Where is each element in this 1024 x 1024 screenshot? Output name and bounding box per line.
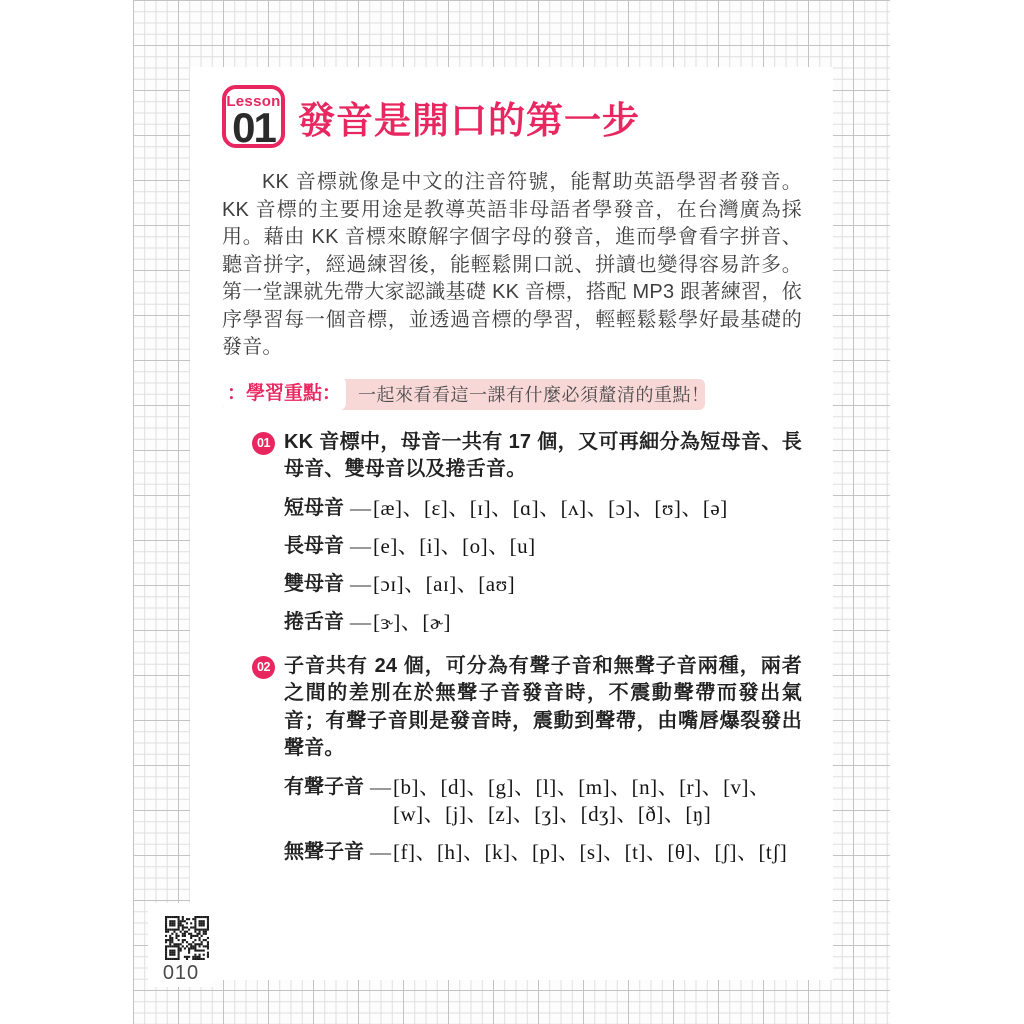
dash: — (350, 571, 371, 596)
lesson-badge-number: 01 (232, 104, 275, 148)
phonetic-row-label: 雙母音 (284, 572, 344, 595)
dash: — (350, 609, 371, 634)
phonetic-row-label: 長母音 (284, 534, 344, 557)
highlight-banner (222, 379, 710, 410)
phonetic-row-label: 有聲子音 (284, 775, 364, 798)
lesson-badge (222, 85, 285, 148)
phonetic-symbols: [f]、[h]、[k]、[p]、[s]、[t]、[θ]、[ʃ]、[tʃ] (393, 839, 788, 864)
dash: — (350, 533, 371, 558)
phonetic-row-label: 捲舌音 (284, 610, 344, 633)
point-row (252, 429, 804, 484)
point-block-vowels (222, 429, 804, 636)
phonetic-row-voiceless (284, 839, 808, 866)
phonetic-row-voiced (284, 774, 808, 828)
page (190, 67, 833, 980)
dash: — (370, 839, 391, 864)
phonetic-symbols: [æ]、[ɛ]、[ɪ]、[ɑ]、[ʌ]、[ɔ]、[ʊ]、[ə] (373, 495, 728, 520)
phonetic-row-short-vowels (284, 495, 808, 522)
phonetic-row-diphthongs (284, 571, 808, 598)
intro-paragraph: KK 音標就像是中文的注音符號，能幫助英語學習者發音。KK 音標的主要用途是教導英語非母語者學發音，在台灣廣為採用。藉由 KK 音標來瞭解字個字母的發音，進而學會看字拼音、聽音拼字，經過練習後，能輕鬆開口説、拼讀也變得容易許多。第一堂課就先帶大家認識基礎 KK 音標，搭配 MP3 跟著練習，依序學習每一個音標，並透過音標的學習，輕輕鬆鬆學好最基礎的發音。 (222, 171, 802, 358)
point-number-badge: 01 (252, 432, 275, 455)
highlight-banner-caption: 一起來看看這一課有什麼必須釐清的重點！ (358, 385, 710, 405)
point-row (252, 653, 804, 763)
highlight-banner-label: ：學習重點： (222, 376, 346, 411)
point-number-badge: 02 (252, 656, 275, 679)
phonetic-row-label: 無聲子音 (284, 840, 364, 863)
point-text: 子音共有 24 個，可分為有聲子音和無聲子音兩種，兩者之間的差別在於無聲子音發音時，不震動聲帶而發出氣音；有聲子音則是發音時，震動到聲帶，由嘴唇爆裂發出聲音。 (284, 654, 802, 759)
qr-code (165, 916, 209, 960)
page-number: 010 (162, 962, 200, 984)
lesson-header (222, 85, 804, 148)
phonetic-symbols: [e]、[i]、[o]、[u] (373, 533, 536, 558)
footer-area (148, 903, 214, 987)
phonetic-row-retroflex (284, 609, 808, 636)
point-text: KK 音標中，母音一共有 17 個，又可再細分為短母音、長母音、雙母音以及捲舌音。 (284, 430, 802, 480)
phonetic-symbols: [b]、[d]、[g]、[l]、[m]、[n]、[r]、[v]、[w]、[j]、[z]、[ʒ]、[dʒ]、[ð]、[ŋ] (393, 774, 771, 826)
lesson-badge-label: Lesson (226, 93, 281, 110)
phonetic-row-label: 短母音 (284, 496, 344, 519)
phonetic-symbols: [ɝ]、[ɚ] (373, 609, 451, 634)
dash: — (350, 495, 371, 520)
dash: — (370, 774, 391, 799)
page-title: 發音是開口的第一步 (298, 99, 640, 141)
phonetic-row-long-vowels (284, 533, 808, 560)
phonetic-symbols: [ɔɪ]、[aɪ]、[aʊ] (373, 571, 516, 596)
point-block-consonants (222, 653, 804, 866)
